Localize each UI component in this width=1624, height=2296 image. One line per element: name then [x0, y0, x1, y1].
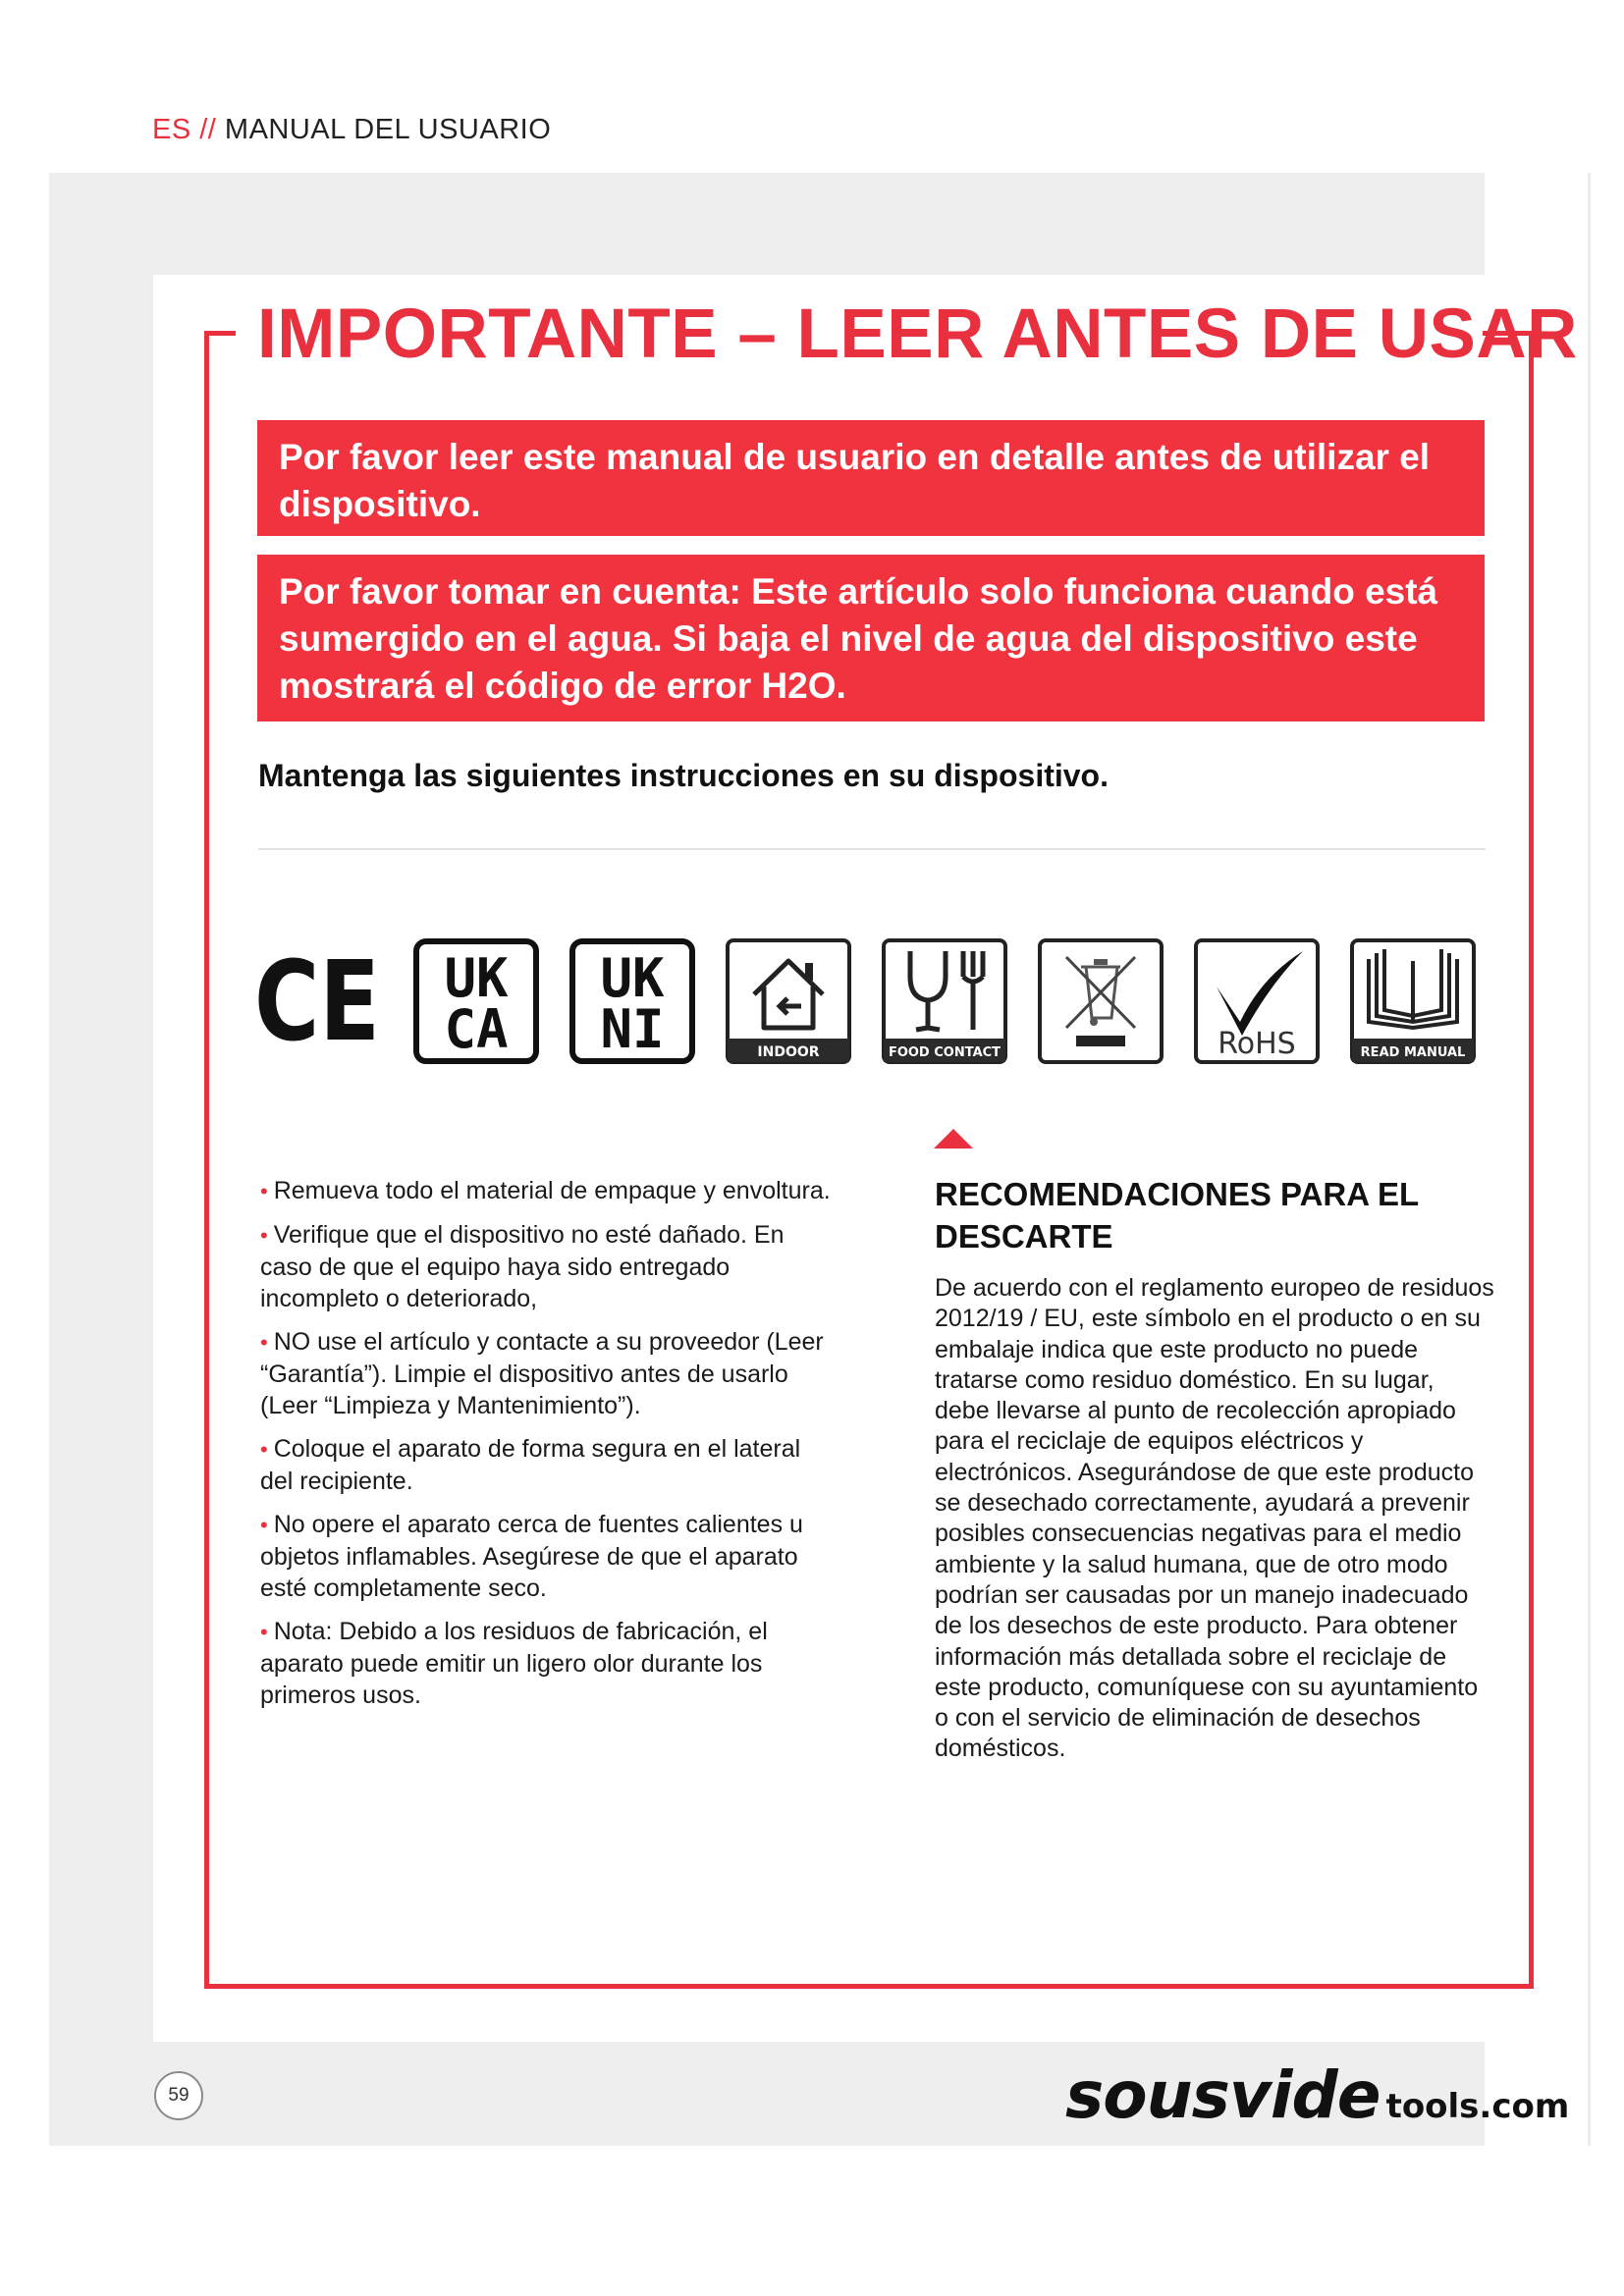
header-title: MANUAL DEL USUARIO — [216, 114, 552, 145]
list-item — [260, 1175, 835, 1207]
safety-bullet-list — [260, 1175, 835, 1723]
bullet-dot: • — [260, 1179, 268, 1203]
bullet-dot: • — [260, 1620, 268, 1644]
list-item-text: No opere el aparato cerca de fuentes calientes u objetos inflamables. Asegúrese de que el aparato esté completamente seco. — [260, 1511, 803, 1602]
water-warning-banner: Por favor tomar en cuenta: Este artículo solo funciona cuando está sumergido en el agua. Si baja el nivel de agua del dispositivo este mostrará el código de error H2O. — [257, 555, 1485, 721]
ce-mark-icon — [253, 937, 381, 1065]
indoor-label: INDOOR — [757, 1044, 820, 1060]
ukca-bottom-text: CA — [444, 998, 509, 1060]
indoor-use-icon — [725, 937, 852, 1065]
bullet-dot: • — [260, 1437, 268, 1462]
ukca-top-text: UK — [444, 947, 509, 1009]
read-manual-banner: Por favor leer este manual de usuario en detalle antes de utilizar el dispositivo. — [257, 420, 1485, 536]
food-contact-label: FOOD CONTACT — [888, 1045, 1001, 1060]
list-item-text: Remueva todo el material de empaque y envoltura. — [273, 1177, 831, 1204]
red-triangle-icon — [934, 1127, 973, 1148]
rohs-label: RoHS — [1218, 1027, 1296, 1061]
page-title: IMPORTANTE – LEER ANTES DE USAR — [257, 295, 1578, 373]
header-language: ES // — [152, 114, 217, 145]
food-contact-icon — [881, 937, 1008, 1065]
list-item-text: Nota: Debido a los residuos de fabricación, el aparato puede emitir un ligero olor durante los primeros usos. — [260, 1618, 768, 1709]
list-item — [260, 1219, 835, 1314]
bullet-dot: • — [260, 1513, 268, 1537]
right-edge-rule — [1588, 173, 1591, 2146]
ukni-top-text: UK — [600, 947, 665, 1009]
list-item-text: NO use el artículo y contacte a su proveedor (Leer “Garantía”). Limpie el dispositivo antes de usarlo (Leer “Limpieza y Mantenimiento”). — [260, 1328, 824, 1419]
ukni-mark-icon — [568, 937, 696, 1065]
disposal-body-text: De acuerdo con el reglamento europeo de residuos 2012/19 / EU, este símbolo en el producto o en su embalaje indica que este producto no puede tratarse como residuo doméstico. En su lugar, debe llevarse al punto de recolección apropiado para el reciclaje de equipos eléctricos y electrónicos. Asegurándose de que este producto se desechado correctamente, ayudará a prevenir posibles consecuencias negativas para el medio ambiente y la salud humana, que de otro modo podrían ser causadas por un manejo inadecuado de los desechos de este producto. Para obtener información más detallada sobre el reciclaje de este producto, comuníquese con su ayuntamiento o con el servicio de eliminación de desechos domésticos. — [935, 1274, 1494, 1763]
list-item — [260, 1509, 835, 1604]
weee-bin-icon — [1037, 937, 1164, 1065]
read-manual-label: READ MANUAL — [1360, 1045, 1466, 1060]
rohs-icon — [1193, 937, 1321, 1065]
certification-icons — [253, 937, 1490, 1070]
document-header — [152, 114, 551, 146]
read-manual-icon — [1349, 937, 1477, 1065]
list-item — [260, 1616, 835, 1711]
logo-suffix-text: tools.com — [1385, 2087, 1570, 2126]
section-divider — [258, 848, 1486, 850]
keep-instructions-note: Mantenga las siguientes instrucciones en su dispositivo. — [258, 758, 1109, 793]
bullet-dot: • — [260, 1330, 268, 1355]
list-item — [260, 1433, 835, 1497]
list-item-text: Coloque el aparato de forma segura en el lateral del recipiente. — [260, 1435, 801, 1495]
logo-main-text: sousvide — [1065, 2057, 1380, 2133]
ukca-mark-icon — [412, 937, 540, 1065]
page-number: 59 — [154, 2071, 203, 2120]
list-item-text: Verifique que el dispositivo no esté dañado. En caso de que el equipo haya sido entregado incompleto o deteriorado, — [260, 1221, 785, 1312]
disposal-heading: RECOMENDACIONES PARA EL DESCARTE — [935, 1176, 1419, 1255]
frame-top-left-segment — [204, 331, 236, 336]
brand-logo — [1065, 2057, 1569, 2133]
list-item — [260, 1326, 835, 1421]
ukni-bottom-text: NI — [600, 998, 665, 1060]
bullet-dot: • — [260, 1223, 268, 1248]
ce-text: CE — [254, 938, 380, 1066]
